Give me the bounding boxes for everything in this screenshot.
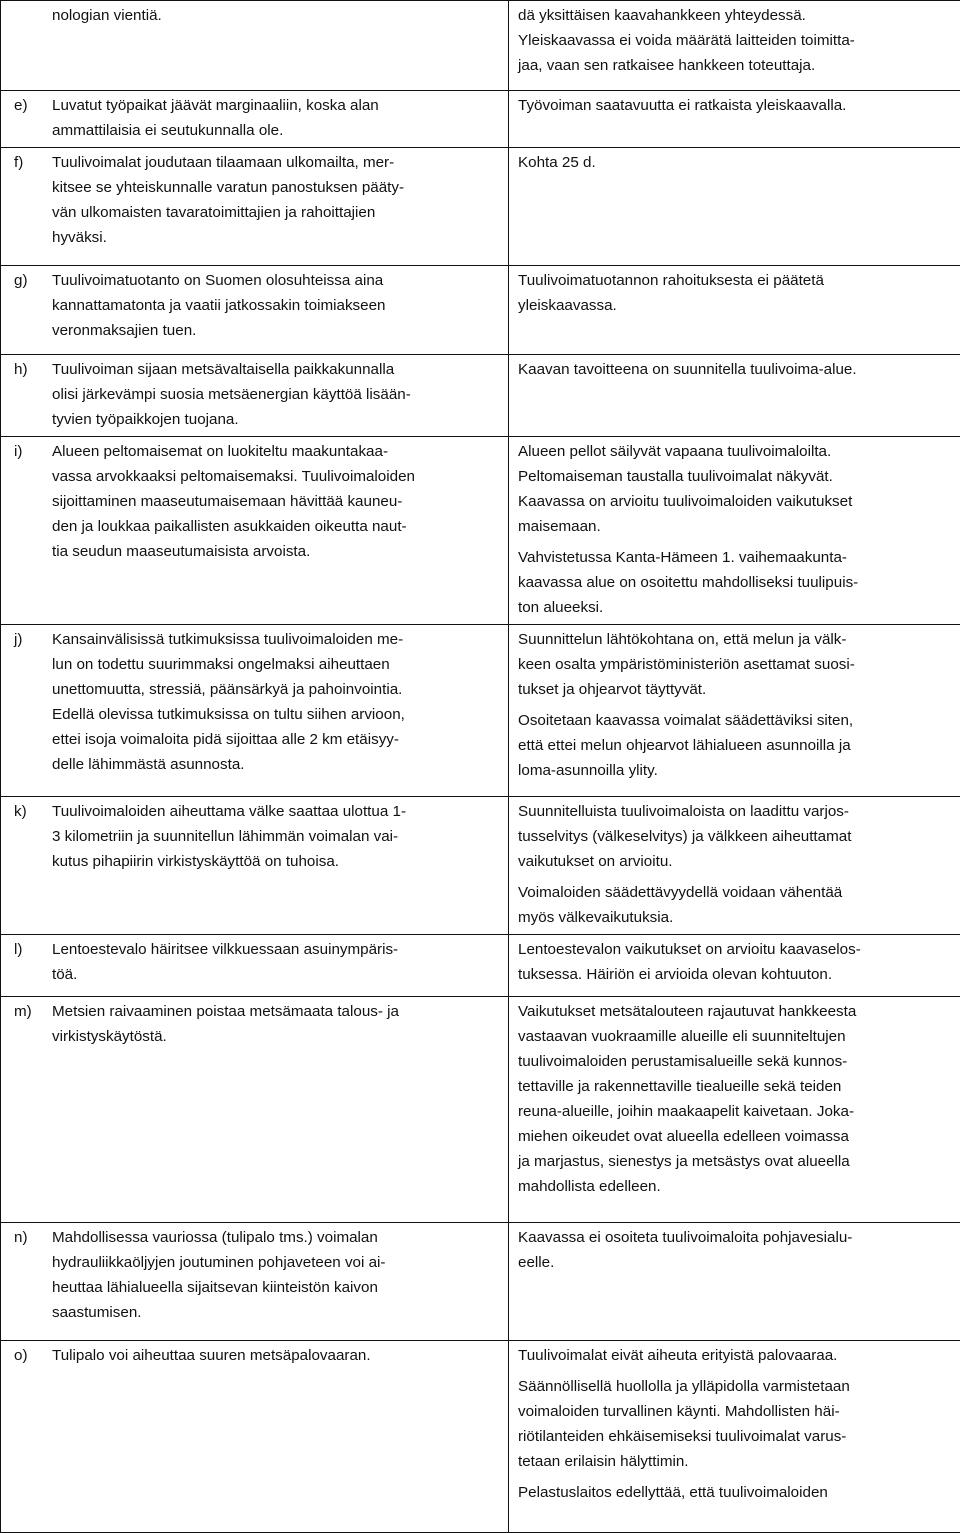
claim-line: veronmaksajien tuen. xyxy=(52,318,498,343)
item-label: i) xyxy=(14,439,22,464)
claim-line: heuttaa lähialueella sijaitsevan kiinteistön kaivon xyxy=(52,1275,498,1300)
table-row xyxy=(1,1223,960,1341)
table-row xyxy=(1,91,960,148)
claim-line: hydrauliikkaöljyjen joutuminen pohjaveteen voi ai- xyxy=(52,1250,498,1275)
response-line: Peltomaiseman taustalla tuulivoimalat näkyvät. xyxy=(518,464,952,489)
response-line: tuulivoimaloiden perustamisalueille sekä kunnos- xyxy=(518,1049,952,1074)
response-line: tettaville ja rakennettaville tiealueille sekä teiden xyxy=(518,1074,952,1099)
response-line: tusselvitys (välkeselvitys) ja välkkeen aiheuttamat xyxy=(518,824,952,849)
claim-inner xyxy=(1,997,508,1053)
response-paragraph xyxy=(509,708,960,783)
table-row xyxy=(1,355,960,437)
claim-item xyxy=(1,93,508,143)
response-line: eelle. xyxy=(518,1250,952,1275)
response-line: tukset ja ohjearvot täyttyvät. xyxy=(518,677,952,702)
claim-cell xyxy=(1,437,509,625)
response-line: ja marjastus, sienestys ja metsästys ovat alueella xyxy=(518,1149,952,1174)
claim-inner xyxy=(1,935,508,991)
claim-line: Mahdollisessa vauriossa (tulipalo tms.) voimalan xyxy=(52,1225,498,1250)
response-inner xyxy=(509,1341,960,1509)
table-body xyxy=(1,1,960,1533)
claim-item xyxy=(1,357,508,432)
item-label: m) xyxy=(14,999,32,1024)
response-paragraph xyxy=(509,1225,960,1275)
claim-cell xyxy=(1,91,509,148)
response-line: riötilanteiden ehkäisemiseksi tuulivoimalat varus- xyxy=(518,1424,952,1449)
table-row xyxy=(1,935,960,997)
claim-line: Tuulivoimaloiden aiheuttama välke saattaa ulottua 1- xyxy=(52,799,498,824)
claim-item xyxy=(1,439,508,564)
claim-item xyxy=(1,268,508,343)
claim-line: vassa arvokkaaksi peltomaisemaksi. Tuulivoimaloiden xyxy=(52,464,498,489)
claim-item xyxy=(1,999,508,1049)
claim-line: sijoittaminen maaseutumaisemaan hävittää kauneu- xyxy=(52,489,498,514)
claim-line: Lentoestevalo häiritsee vilkkuessaan asuinympäris- xyxy=(52,937,498,962)
claim-line: nologian vientiä. xyxy=(52,3,498,28)
table-row xyxy=(1,437,960,625)
response-line: Kaavassa ei osoiteta tuulivoimaloita pohjavesialu- xyxy=(518,1225,952,1250)
response-line: vaikutukset on arvioitu. xyxy=(518,849,952,874)
claim-line: den ja loukkaa paikallisten asukkaiden oikeutta naut- xyxy=(52,514,498,539)
response-paragraph xyxy=(509,937,960,987)
claim-line: delle lähimmästä asunnosta. xyxy=(52,752,498,777)
item-label: l) xyxy=(14,937,22,962)
response-line: Voimaloiden säädettävyydellä voidaan vähentää xyxy=(518,880,952,905)
item-label: n) xyxy=(14,1225,28,1250)
response-line: Lentoestevalon vaikutukset on arvioitu kaavaselos- xyxy=(518,937,952,962)
response-line: vastaavan vuokraamille alueille eli suunniteltujen xyxy=(518,1024,952,1049)
response-cell xyxy=(509,355,960,437)
claim-line: ettei isoja voimaloita pidä sijoittaa alle 2 km etäisyy- xyxy=(52,727,498,752)
response-line: Suunnittelun lähtökohtana on, että melun ja välk- xyxy=(518,627,952,652)
response-paragraph xyxy=(509,627,960,702)
claim-item xyxy=(1,1225,508,1325)
response-line: ton alueeksi. xyxy=(518,595,952,620)
claim-line: Luvatut työpaikat jäävät marginaaliin, koska alan xyxy=(52,93,498,118)
claim-cell xyxy=(1,1223,509,1341)
item-label: j) xyxy=(14,627,22,652)
table-row xyxy=(1,1341,960,1533)
response-cell xyxy=(509,935,960,997)
response-inner xyxy=(509,797,960,934)
claim-line: Alueen peltomaisemat on luokiteltu maakuntakaa- xyxy=(52,439,498,464)
response-line: Tuulivoimalat eivät aiheuta erityistä palovaaraa. xyxy=(518,1343,952,1368)
response-inner xyxy=(509,91,960,122)
claim-line: ammattilaisia ei seutukunnalla ole. xyxy=(52,118,498,143)
response-inner xyxy=(509,355,960,386)
claim-line: Tuulivoiman sijaan metsävaltaisella paikkakunnalla xyxy=(52,357,498,382)
response-line: Työvoiman saatavuutta ei ratkaista yleiskaavalla. xyxy=(518,93,952,118)
claim-inner xyxy=(1,1341,508,1372)
claim-line: unettomuutta, stressiä, päänsärkyä ja pahoinvointia. xyxy=(52,677,498,702)
response-line: reuna-alueille, joihin maakaapelit kaivetaan. Joka- xyxy=(518,1099,952,1124)
response-line: tuksessa. Häiriön ei arvioida olevan kohtuuton. xyxy=(518,962,952,987)
response-cell xyxy=(509,91,960,148)
claim-cell xyxy=(1,266,509,355)
claim-line: Metsien raivaaminen poistaa metsämaata talous- ja xyxy=(52,999,498,1024)
response-line: Suunnitelluista tuulivoimaloista on laadittu varjos- xyxy=(518,799,952,824)
response-line: Kaavan tavoitteena on suunnitella tuulivoima-alue. xyxy=(518,357,952,382)
response-paragraph xyxy=(509,880,960,930)
response-paragraph xyxy=(509,1480,960,1505)
claim-inner xyxy=(1,355,508,436)
response-line: yleiskaavassa. xyxy=(518,293,952,318)
item-label: f) xyxy=(14,150,23,175)
response-line: Vaikutukset metsätalouteen rajautuvat hankkeesta xyxy=(518,999,952,1024)
response-line: Säännöllisellä huollolla ja ylläpidolla varmistetaan xyxy=(518,1374,952,1399)
claim-inner xyxy=(1,91,508,147)
claim-cell xyxy=(1,997,509,1223)
item-label: e) xyxy=(14,93,28,118)
response-paragraph xyxy=(509,1343,960,1368)
claim-item xyxy=(1,937,508,987)
item-label: o) xyxy=(14,1343,28,1368)
response-cell xyxy=(509,1,960,91)
claim-line: kannattamatonta ja vaatii jatkossakin toimiakseen xyxy=(52,293,498,318)
claim-item xyxy=(1,799,508,874)
claim-line: Edellä olevissa tutkimuksissa on tultu siihen arvioon, xyxy=(52,702,498,727)
claim-inner xyxy=(1,625,508,781)
table-row xyxy=(1,625,960,797)
response-inner xyxy=(509,266,960,322)
item-label: g) xyxy=(14,268,28,293)
response-line: myös välkevaikutuksia. xyxy=(518,905,952,930)
claim-line: Tuulivoimatuotanto on Suomen olosuhteissa aina xyxy=(52,268,498,293)
item-label: k) xyxy=(14,799,27,824)
response-line: dä yksittäisen kaavahankkeen yhteydessä. xyxy=(518,3,952,28)
claim-item xyxy=(1,3,508,28)
response-inner xyxy=(509,1,960,82)
response-cell xyxy=(509,266,960,355)
table-row xyxy=(1,148,960,266)
claim-line: 3 kilometriin ja suunnitellun lähimmän voimalan vai- xyxy=(52,824,498,849)
claim-inner xyxy=(1,266,508,347)
response-paragraph xyxy=(509,439,960,539)
claim-item xyxy=(1,1343,508,1368)
response-line: Osoitetaan kaavassa voimalat säädettäviksi siten, xyxy=(518,708,952,733)
claim-item xyxy=(1,627,508,777)
response-line: Tuulivoimatuotannon rahoituksesta ei päätetä xyxy=(518,268,952,293)
response-line: että ettei melun ohjearvot lähialueen asunnoilla ja xyxy=(518,733,952,758)
claim-line: kitsee se yhteiskunnalle varatun panostuksen pääty- xyxy=(52,175,498,200)
response-inner xyxy=(509,935,960,991)
claim-line: Tulipalo voi aiheuttaa suuren metsäpalovaaran. xyxy=(52,1343,498,1368)
claim-line: Tuulivoimalat joudutaan tilaamaan ulkomailta, mer- xyxy=(52,150,498,175)
response-paragraph xyxy=(509,999,960,1199)
claim-line: kutus pihapiirin virkistyskäyttöä on tuhoisa. xyxy=(52,849,498,874)
response-inner xyxy=(509,625,960,787)
response-paragraph xyxy=(509,799,960,874)
claim-line: hyväksi. xyxy=(52,225,498,250)
claim-inner xyxy=(1,148,508,254)
response-line: kaavassa alue on osoitettu mahdolliseksi tuulipuis- xyxy=(518,570,952,595)
response-cell xyxy=(509,437,960,625)
response-line: miehen oikeudet ovat alueella edelleen voimassa xyxy=(518,1124,952,1149)
claim-line: olisi järkevämpi suosia metsäenergian käyttöä lisään- xyxy=(52,382,498,407)
claim-cell xyxy=(1,148,509,266)
response-paragraph xyxy=(509,545,960,620)
response-cell xyxy=(509,797,960,935)
response-cell xyxy=(509,1341,960,1533)
claim-cell xyxy=(1,797,509,935)
item-label: h) xyxy=(14,357,28,382)
response-paragraph xyxy=(509,1374,960,1474)
response-inner xyxy=(509,1223,960,1279)
response-cell xyxy=(509,1223,960,1341)
response-inner xyxy=(509,148,960,179)
response-line: loma-asunnoilla ylity. xyxy=(518,758,952,783)
claim-cell xyxy=(1,935,509,997)
response-line: Pelastuslaitos edellyttää, että tuulivoimaloiden xyxy=(518,1480,952,1505)
claim-item xyxy=(1,150,508,250)
response-paragraph xyxy=(509,268,960,318)
response-paragraph xyxy=(509,93,960,118)
response-line: jaa, vaan sen ratkaisee hankkeen toteuttaja. xyxy=(518,53,952,78)
response-paragraph xyxy=(509,3,960,78)
response-cell xyxy=(509,625,960,797)
response-line: Alueen pellot säilyvät vapaana tuulivoimaloilta. xyxy=(518,439,952,464)
claim-line: töä. xyxy=(52,962,498,987)
table-row xyxy=(1,997,960,1223)
response-line: Yleiskaavassa ei voida määrätä laitteiden toimitta- xyxy=(518,28,952,53)
claim-line: Kansainvälisissä tutkimuksissa tuulivoimaloiden me- xyxy=(52,627,498,652)
claim-inner xyxy=(1,797,508,878)
response-line: Vahvistetussa Kanta-Hämeen 1. vaihemaakunta- xyxy=(518,545,952,570)
response-line: Kaavassa on arvioitu tuulivoimaloiden vaikutukset xyxy=(518,489,952,514)
claim-line: virkistyskäytöstä. xyxy=(52,1024,498,1049)
table-row xyxy=(1,1,960,91)
claim-cell xyxy=(1,355,509,437)
response-line: voimaloiden turvallinen käynti. Mahdollisten häi- xyxy=(518,1399,952,1424)
response-line: keen osalta ympäristöministeriön asettamat suosi- xyxy=(518,652,952,677)
response-inner xyxy=(509,437,960,624)
claim-inner xyxy=(1,1223,508,1329)
claim-cell xyxy=(1,1,509,91)
claim-cell xyxy=(1,625,509,797)
response-line: maisemaan. xyxy=(518,514,952,539)
response-line: Kohta 25 d. xyxy=(518,150,952,175)
claim-line: tyvien työpaikkojen tuojana. xyxy=(52,407,498,432)
claim-line: saastumisen. xyxy=(52,1300,498,1325)
response-line: tetaan erilaisin hälyttimin. xyxy=(518,1449,952,1474)
claim-line: tia seudun maaseutumaisista arvoista. xyxy=(52,539,498,564)
table-row xyxy=(1,266,960,355)
claim-line: lun on todettu suurimmaksi ongelmaksi aiheuttaen xyxy=(52,652,498,677)
response-inner xyxy=(509,997,960,1203)
claim-inner xyxy=(1,437,508,568)
claim-inner xyxy=(1,1,508,32)
claim-cell xyxy=(1,1341,509,1533)
claim-line: vän ulkomaisten tavaratoimittajien ja rahoittajien xyxy=(52,200,498,225)
response-line: mahdollista edelleen. xyxy=(518,1174,952,1199)
response-cell xyxy=(509,997,960,1223)
response-paragraph xyxy=(509,357,960,382)
response-paragraph xyxy=(509,150,960,175)
response-cell xyxy=(509,148,960,266)
table-row xyxy=(1,797,960,935)
